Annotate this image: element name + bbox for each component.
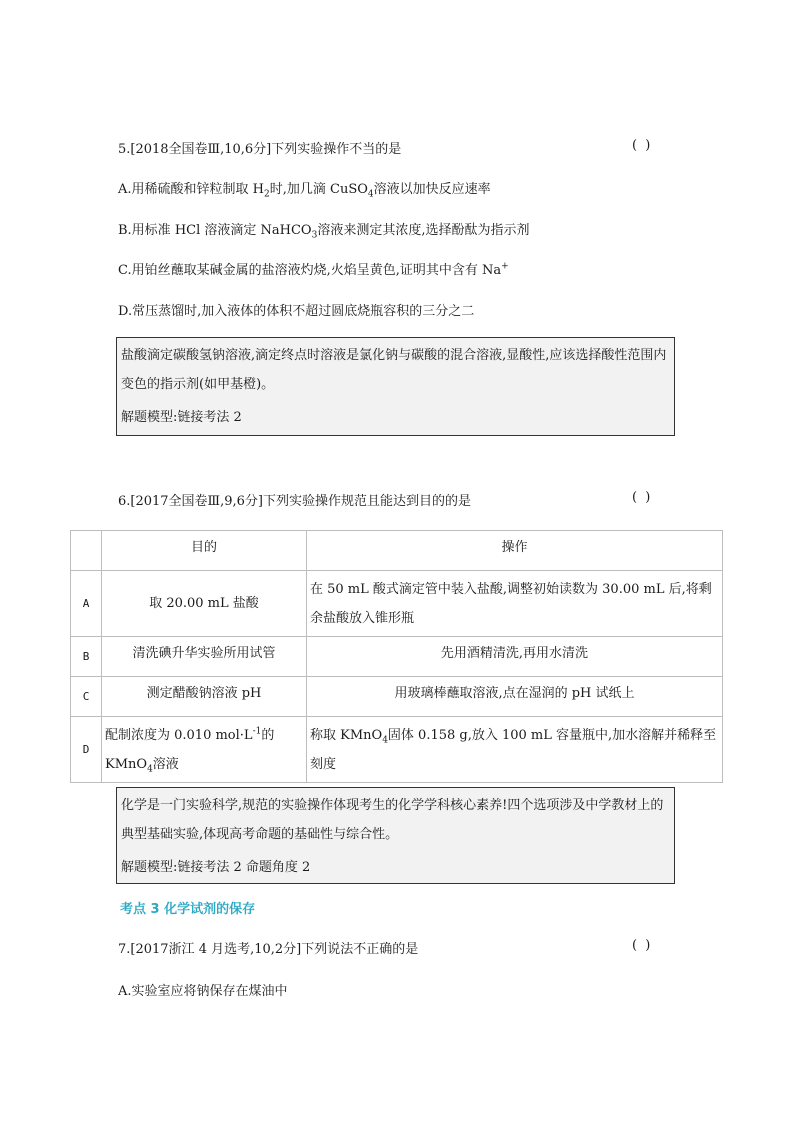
q7-stem: 7.[2017浙江 4 月选考,10,2分]下列说法不正确的是 [118,942,419,957]
row-key: B [71,637,102,677]
q5-solution-model: 解题模型:链接考法 2 [121,410,242,425]
row-key: A [71,571,102,637]
table-row [71,717,723,783]
row-operation: 称取 KMnO$_4$固体 0.158 g,放入 100 mL 容量瓶中,加水溶解并稀释至刻度 [307,717,723,783]
section-heading: 考点 3 化学试剂的保存 [120,902,256,917]
table-header-operation: 操作 [307,531,723,571]
row-purpose: 清洗碘升华实验所用试管 [102,637,307,677]
q6-stem: 6.[2017全国卷Ⅲ,9,6分]下列实验操作规范且能达到目的的是 [118,494,471,509]
q6-answer-paren: ( ) [632,490,653,505]
q5-option-d: D.常压蒸馏时,加入液体的体积不超过圆底烧瓶容积的三分之二 [118,304,475,319]
q5-option-c: C.用铂丝蘸取某碱金属的盐溶液灼烧,火焰呈黄色,证明其中含有 Na+ [118,261,509,278]
row-purpose: 取 20.00 mL 盐酸 [102,571,307,637]
table-row [71,637,723,677]
row-key: D [71,717,102,783]
q6-options-table [70,530,723,783]
row-operation: 在 50 mL 酸式滴定管中装入盐酸,调整初始读数为 30.00 mL 后,将剩余盐酸放入锥形瓶 [307,571,723,637]
row-purpose: 测定醋酸钠溶液 pH [102,677,307,717]
q7-option-a: A.实验室应将钠保存在煤油中 [118,984,288,999]
table-row [71,571,723,637]
q7-answer-paren: ( ) [632,938,653,953]
q6-explanation-text: 化学是一门实验科学,规范的实验操作体现考生的化学学科核心素养!四个选项涉及中学教材上的典型基础实验,体现高考命题的基础性与综合性。 [121,798,664,842]
table-header-key [71,531,102,571]
row-operation: 先用酒精清洗,再用水清洗 [307,637,723,677]
row-operation: 用玻璃棒蘸取溶液,点在湿润的 pH 试纸上 [307,677,723,717]
row-key: C [71,677,102,717]
q5-option-a: A.用稀硫酸和锌粒制取 $H_2$时,加几滴 CuSO$_4$溶液以加快反应速率 [118,182,491,200]
table-row [71,677,723,717]
q5-explanation-box [116,337,675,436]
q5-stem: 5.[2018全国卷Ⅲ,10,6分]下列实验操作不当的是 [118,142,402,157]
table-header-purpose: 目的 [102,531,307,571]
q5-explanation-text: 盐酸滴定碳酸氢钠溶液,滴定终点时溶液是氯化钠与碳酸的混合溶液,显酸性,应该选择酸性范围内变色的指示剂(如甲基橙)。 [121,348,667,392]
q5-answer-paren: ( ) [632,138,653,153]
q5-option-b: B.用标准 HCl 溶液滴定 NaHCO$_3$溶液来测定其浓度,选择酚酞为指示剂 [118,223,530,241]
q6-solution-model: 解题模型:链接考法 2 命题角度 2 [121,860,311,875]
q6-explanation-box [116,787,675,884]
table-header-row [71,531,723,571]
row-purpose: 配制浓度为 0.010 $mol\cdot L^{-1}$的 KMnO$_4$溶液 [102,717,307,783]
